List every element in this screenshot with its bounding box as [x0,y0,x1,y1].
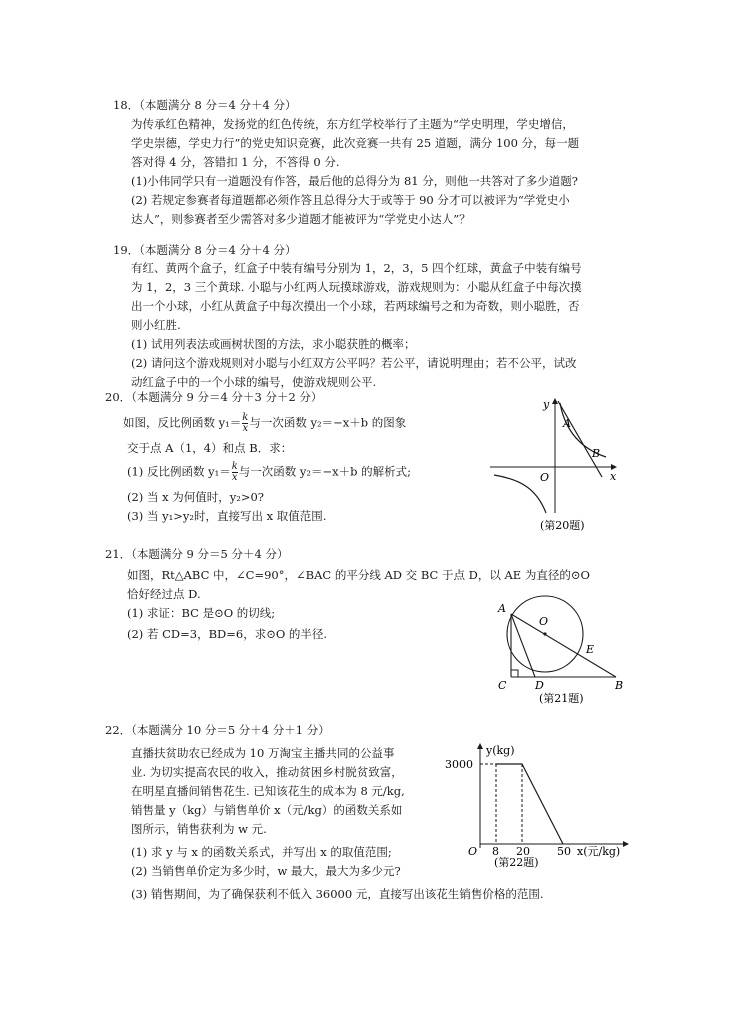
q20-line-5: (3) 当 y₁>y₂时，直接写出 x 取值范围. [127,509,327,523]
q18-line-5: (2) 若规定参赛者每道题都必须作答且总得分大于或等于 90 分才可以被评为“学党史小 [131,193,570,207]
fraction-k-over-x-2 [232,462,238,483]
q19-line-6: (2) 请问这个游戏规则对小聪与小红双方公平吗？若公平，请说明理由；若不公平，试改 [131,356,577,370]
q22-line-3: 在明星直播间销售花生. 已知该花生的成本为 8 元/kg, [131,784,405,798]
fraction-denominator: x [242,423,249,434]
q22-line-1: 直播扶贫助农已经成为 10 万淘宝主播共同的公益事 [131,746,395,760]
q21-figure [492,590,632,706]
label-origin: O [540,471,550,484]
label-point-b: B [592,447,601,460]
q20-line-2: 交于点 A（1，4）和点 B．求： [127,441,293,455]
q18-line-4: (1)小伟同学只有一道题没有作答，最后他的总得分为 81 分，则他一共答对了多少道题? [131,174,578,188]
fraction-k-over-x [242,413,248,434]
q22-line-5: 图所示，销售获利为 w 元. [131,822,267,836]
label-o: O [539,615,549,628]
q21-line-1: 如图，Rt△ABC 中，∠C=90°，∠BAC 的平分线 AD 交 BC 于点 D，以 AE 为直径的⊙O [127,568,590,582]
q19-line-3: 出一个小球，小红从黄盒子中每次摸出一个小球，若两球编号之和为奇数，则小聪胜，否 [131,299,580,313]
label-e: E [586,643,595,656]
label-20: 20 [516,845,530,858]
q20-header: 20．（本题满分 9 分＝4 分＋3 分＋2 分） [105,390,323,404]
q18-line-3: 答对得 4 分，答错扣 1 分，不答得 0 分. [131,155,340,169]
q19-line-5: (1) 试用列表法或画树状图的方法，求小聪获胜的概率； [131,337,416,351]
label-d: D [535,679,544,692]
label-y-kg: y(kg) [486,744,515,757]
segment-ad [511,614,535,677]
q19-header: 19．（本题满分 8 分＝4 分＋4 分） [113,243,297,257]
q18-line-6: 达人”，则参赛者至少需答对多少道题才能被评为“学党史小达人”？ [131,212,471,226]
q19-line-2: 为 1，2，3 三个黄球. 小聪与小红两人玩摸球游戏，游戏规则为：小聪从红盒子中每次摸 [131,280,582,294]
q18-line-1: 为传承红色精神，发扬党的红色传统，东方红学校举行了主题为“学史明理，学史增信， [131,117,574,131]
q18-line-2: 学史崇德，学史力行”的党史知识竞赛，此次竞赛一共有 25 道题，满分 100 分，每一题 [131,136,580,150]
q22-line-2: 业. 为切实提高农民的收入，推动贫困乡村脱贫致富， [131,765,403,779]
right-angle-mark [511,670,518,677]
q22-line-4: 销售量 y（kg）与销售单价 x（元/kg）的函数关系如 [131,803,403,817]
fraction-denominator: x [231,472,238,483]
label-x: x [610,470,617,483]
label-origin: O [468,845,478,858]
q20-line-1-post: 与一次函数 y₂＝−x＋b 的图象 [249,415,407,430]
q20-line-3-pre: (1) 反比例函数 y₁＝ [127,464,231,479]
hyperbola-branch-3 [494,475,546,513]
label-50: 50 [557,845,571,858]
q18-header: 18．（本题满分 8 分＝4 分＋4 分） [113,98,297,112]
label-x-unit: x(元/kg) [577,845,621,858]
q21-line-2: 恰好经过点 D. [127,587,201,601]
label-a: A [498,602,506,615]
q20-figure [488,395,638,535]
fraction-numerator: k [242,412,249,423]
q22-line-8: (3) 销售期间，为了确保获利不低入 36000 元，直接写出该花生销售价格的范围. [131,887,544,901]
sales-function-line [496,764,563,844]
label-y: y [543,398,550,411]
fraction-numerator: k [231,461,238,472]
q21-line-4: (2) 若 CD=3，BD=6，求⊙O 的半径. [127,627,328,641]
label-point-a: A [563,417,571,430]
linear-function-line [558,401,602,477]
label-b: B [615,679,624,692]
q20-line-4: (2) 当 x 为何值时，y₂>0? [127,490,264,504]
center-point [543,632,546,635]
q21-line-3: (1) 求证：BC 是⊙O 的切线; [127,606,276,620]
q21-header: 21．（本题满分 9 分＝5 分＋4 分） [105,547,289,561]
q20-line-3 [127,462,411,483]
figure-caption: (第22题) [494,856,539,868]
figure-caption: (第20题) [540,519,585,532]
label-c: C [498,679,507,692]
q20-line-3-post: 与一次函数 y₂＝−x＋b 的解析式; [238,464,412,479]
q19-line-4: 则小红胜. [131,318,181,332]
q19-line-7: 动红盒子中的一个小球的编号，使游戏规则公平. [131,375,377,389]
label-3000: 3000 [445,758,473,771]
figure-caption: (第21题) [539,692,584,705]
q20-line-1 [123,413,406,434]
q22-figure [440,738,640,868]
q19-line-1: 有红、黄两个盒子，红盒子中装有编号分别为 1，2，3，5 四个红球，黄盒子中装有编号 [131,261,582,275]
q22-header: 22．（本题满分 10 分＝5 分＋4 分＋1 分） [105,723,330,737]
q20-line-1-pre: 如图，反比例函数 y₁＝ [123,415,242,430]
label-8: 8 [492,845,499,858]
q22-line-6: (1) 求 y 与 x 的函数关系式，并写出 x 的取值范围; [131,845,392,859]
q22-line-7: (2) 当销售单价定为多少时，w 最大，最大为多少元? [131,864,401,878]
